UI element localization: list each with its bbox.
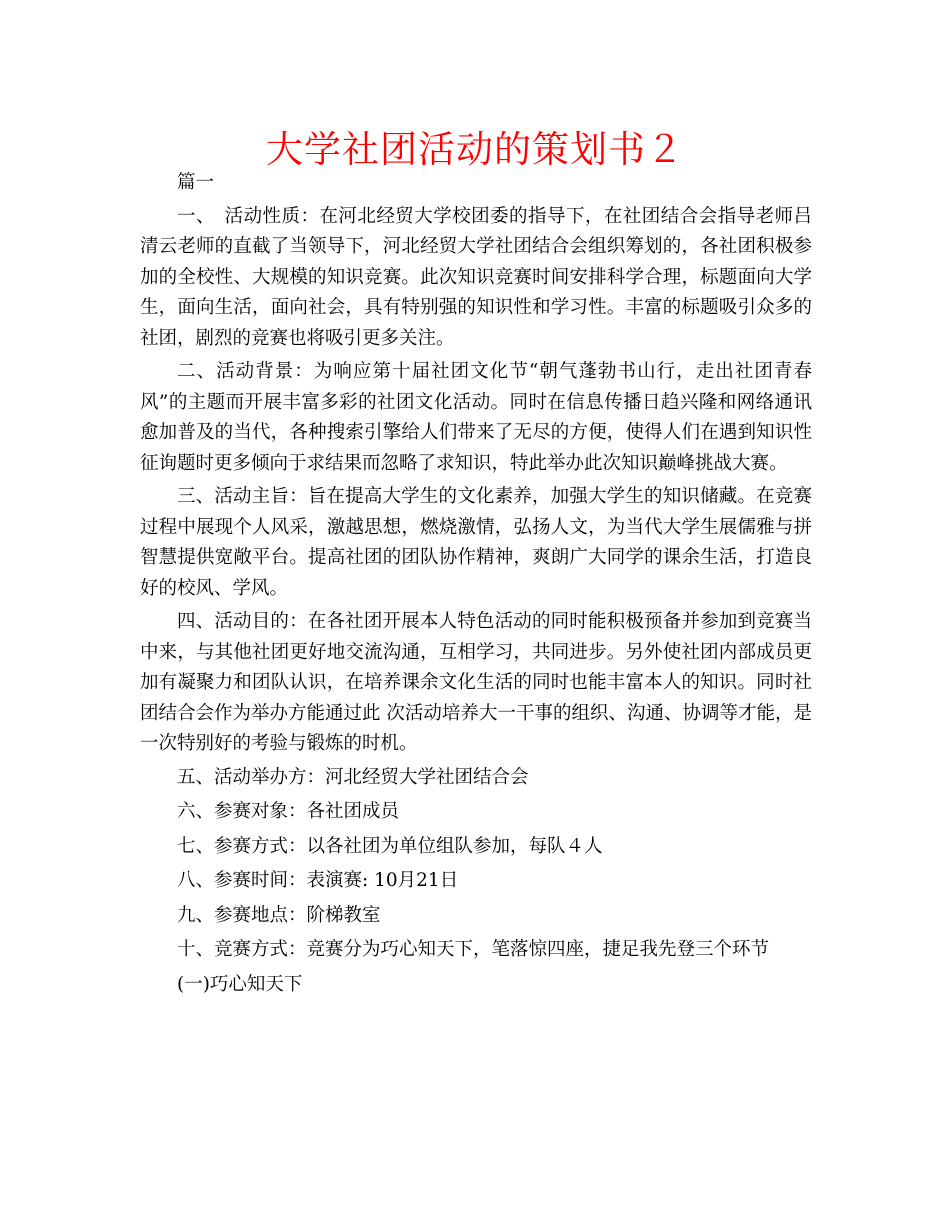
paragraph-contest-time: 八、参赛时间：表演赛: 10月21日 xyxy=(177,870,459,891)
paragraph-activity-purpose: 三、活动主旨：旨在提高大学生的文化素养，加强大学生的知识储藏。在竞赛过程中展现个人风采，激越思想，燃烧激情，弘扬人文，为当代大学生展儒雅与拼智慧提供宽敞平台。提高社团的团队协作精神，爽朗广大同学的课余生活，打造良好的校风、学风。 xyxy=(140,486,812,599)
paragraph-subsection-heading: (一)巧心知天下 xyxy=(177,973,303,995)
paragraph-activity-background: 二、活动背景：为响应第十届社团文化节“朝气蓬勃书山行，走出社团青春风”的主题而开展丰富多彩的社团文化活动。同时在信息传播日趋兴隆和网络通讯愈加普及的当代，各种搜索引擎给人们带来了无尽的方便，使得人们在遇到知识性征询题时更多倾向于求结果而忽略了求知识，特此举办此次知识巅峰挑战大赛。 xyxy=(140,361,812,474)
paragraph-contest-format: 十、竞赛方式：竞赛分为巧心知天下，笔落惊四座，捷足我先登三个环节 xyxy=(177,939,770,960)
paragraph-participants: 六、参赛对象：各社团成员 xyxy=(177,801,400,822)
paragraph-activity-nature: 一、 活动性质：在河北经贸大学校团委的指导下，在社团结合会指导老师吕清云老师的直截了当领导下，河北经贸大学社团结合会组织筹划的，各社团积极参加的全校性、大规模的知识竞赛。此次知识竞赛时间安排科学合理，标题面向大学生，面向生活，面向社会，具有特别强的知识性和学习性。丰富的标题吸引众多的社团，剧烈的竞赛也将吸引更多关注。 xyxy=(140,205,812,349)
paragraph-entry-method: 七、参赛方式：以各社团为单位组队参加，每队４人 xyxy=(177,835,603,857)
paragraph-organizer: 五、活动举办方：河北经贸大学社团结合会 xyxy=(177,766,529,788)
paragraph-contest-venue: 九、参赛地点：阶梯教室 xyxy=(177,904,381,926)
paragraph-activity-goal: 四、活动目的：在各社团开展本人特色活动的同时能积极预备并参加到竞赛当中来，与其他社团更好地交流沟通，互相学习，共同进步。另外使社团内部成员更加有凝聚力和团队认识，在培养课余文化生活的同时也能丰富本人的知识。同时社团结合会作为举办方能通过此 次活动培养大一干事的组织、沟通、协调等才能，是一次特别好的考验与锻炼的时机。 xyxy=(140,611,812,754)
document-body xyxy=(140,168,812,1000)
document-title: 大学社团活动的策划书２ xyxy=(266,128,684,171)
section-label: 篇一 xyxy=(177,172,215,193)
